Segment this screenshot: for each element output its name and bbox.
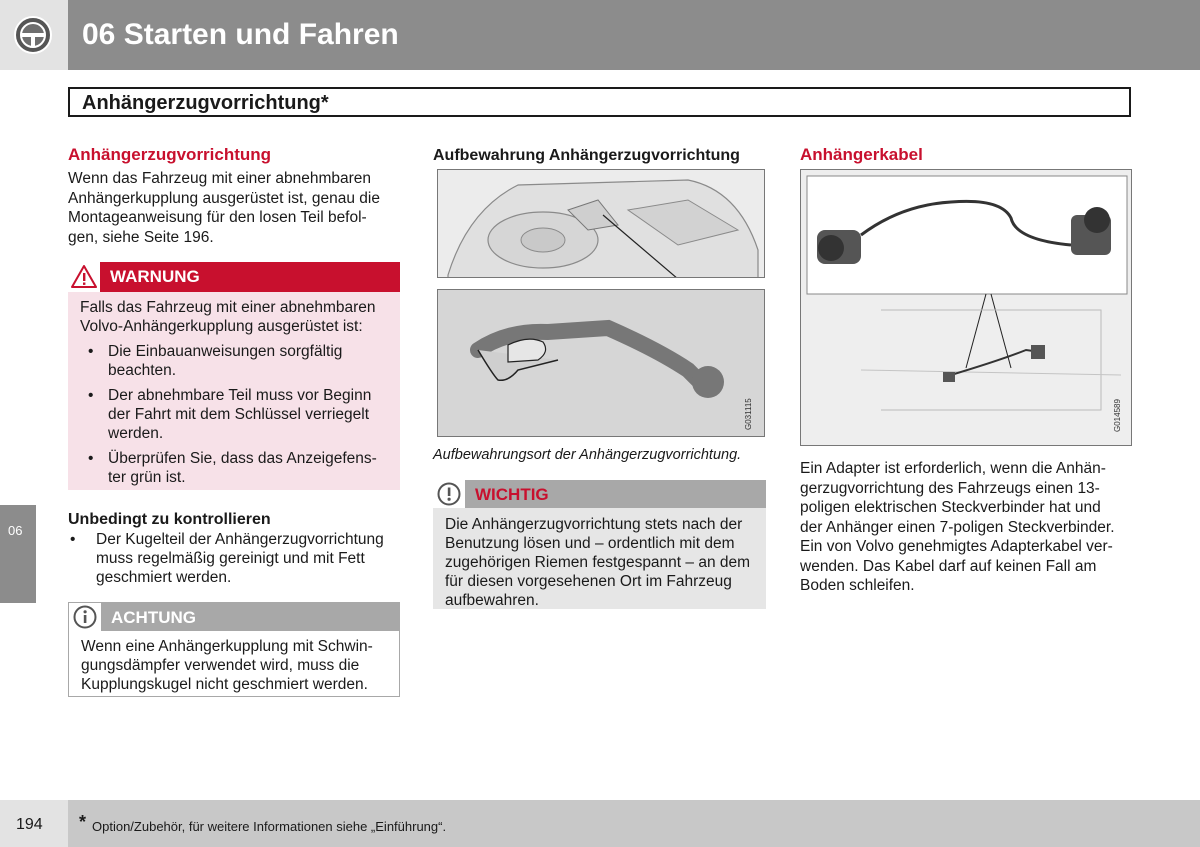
info-icon <box>73 605 97 629</box>
text-line: Ein von Volvo genehmigtes Adapterkabel ver- <box>800 538 1113 555</box>
text-line: Wenn eine Anhängerkupplung mit Schwin- <box>81 638 373 655</box>
achtung-box <box>68 602 400 697</box>
text-line: muss regelmäßig gereinigt und mit Fett <box>96 550 365 567</box>
text-line: geschmiert werden. <box>96 569 232 586</box>
text-line: Die Anhängerzugvorrichtung stets nach der <box>445 516 743 533</box>
text-line: für diesen vorgesehenen Ort im Fahrzeug <box>445 573 732 590</box>
steering-wheel-icon <box>13 15 53 55</box>
wichtig-title: WICHTIG <box>475 485 549 504</box>
col1-heading: Anhängerzugvorrichtung <box>68 145 272 164</box>
text-line: beachten. <box>108 362 177 379</box>
footnote-star: * <box>79 812 87 832</box>
achtung-header <box>69 603 399 631</box>
hitch-illustration <box>437 289 765 437</box>
text-line: Der Kugelteil der Anhängerzugvorrichtung <box>96 531 384 548</box>
trunk-drawing <box>438 170 765 278</box>
chapter-title: 06 Starten und Fahren <box>82 18 399 51</box>
achtung-icon-box <box>69 603 101 631</box>
wichtig-text <box>445 515 760 610</box>
achtung-text <box>81 637 391 694</box>
trunk-illustration <box>437 169 765 278</box>
text-line: Anhängerkupplung ausgerüstet ist, genau die <box>68 189 380 207</box>
list-item <box>80 386 398 443</box>
exclamation-icon <box>437 482 461 506</box>
text-line: poligen elektrischen Steckverbinder hat und <box>800 499 1101 516</box>
text-line: der Anhänger einen 7-poligen Steckverbinder. <box>800 518 1115 536</box>
warning-header <box>68 262 400 292</box>
text-line: gungsdämpfer verwendet wird, muss die <box>81 657 360 674</box>
warning-intro <box>80 298 392 336</box>
text-line: Boden schleifen. <box>800 577 915 594</box>
col3-heading: Anhängerkabel <box>800 145 923 164</box>
text-line: wenden. Das Kabel darf auf keinen Fall am <box>800 557 1097 575</box>
text-line: ter grün ist. <box>108 469 186 486</box>
text-line: der Fahrt mit dem Schlüssel verriegelt <box>108 406 370 423</box>
bullet-dot: • <box>88 450 94 467</box>
footer-bar <box>68 800 1200 847</box>
text-line: gen, siehe Seite 196. <box>68 228 214 246</box>
figure-caption: Aufbewahrungsort der Anhängerzugvorrichtung. <box>433 447 742 463</box>
check-bullets <box>68 530 408 593</box>
list-item <box>80 342 398 380</box>
wichtig-icon-box <box>433 480 465 508</box>
section-title: Anhängerzugvorrichtung* <box>82 92 329 114</box>
text-line: werden. <box>108 425 164 442</box>
warning-triangle-icon <box>71 264 97 290</box>
text-line: Wenn das Fahrzeug mit einer abnehmbaren <box>68 170 371 187</box>
bullet-dot: • <box>70 531 76 548</box>
text-line: Montageanweisung für den losen Teil befol- <box>68 209 367 226</box>
text-line: Ein Adapter ist erforderlich, wenn die Anhän- <box>800 460 1106 477</box>
col2-heading: Aufbewahrung Anhängerzugvorrichtung <box>433 147 740 164</box>
achtung-title: ACHTUNG <box>111 608 196 627</box>
col3-text <box>800 459 1140 596</box>
text-line: Kupplungskugel nicht geschmiert werden. <box>81 676 368 693</box>
page-number-area <box>0 800 68 847</box>
text-line: Benutzung lösen und – ordentlich mit dem <box>445 535 735 552</box>
chapter-side-tab <box>0 505 36 603</box>
chapter-header <box>68 0 1200 70</box>
figure-code: G031115 <box>744 398 753 430</box>
text-line: zugehörigen Riemen festgespannt – an dem <box>445 554 751 571</box>
warning-box <box>68 262 400 490</box>
text-line: Die Einbauanweisungen sorgfältig <box>108 343 343 360</box>
chapter-icon-area <box>0 0 68 70</box>
wichtig-box <box>433 480 766 609</box>
warning-title: WARNUNG <box>110 267 200 286</box>
text-line: Volvo-Anhängerkupplung ausgerüstet ist: <box>80 318 363 335</box>
warning-bullets <box>80 342 398 493</box>
side-tab-label: 06 <box>8 523 23 538</box>
text-line: Der abnehmbare Teil muss vor Beginn <box>108 387 372 404</box>
section-title-box <box>68 87 1131 117</box>
list-item <box>80 449 398 487</box>
cable-drawing <box>801 170 1132 446</box>
warning-icon-box <box>68 262 100 292</box>
cable-illustration <box>800 169 1132 446</box>
figure-code: G014589 <box>1113 399 1122 432</box>
bullet-dot: • <box>88 387 94 404</box>
text-line: aufbewahren. <box>445 592 539 609</box>
text-line: Überprüfen Sie, dass das Anzeigefens- <box>108 450 377 467</box>
wichtig-header <box>433 480 766 508</box>
col1-intro <box>68 169 403 247</box>
text-line: Falls das Fahrzeug mit einer abnehmbaren <box>80 299 376 316</box>
list-item <box>68 530 408 587</box>
bullet-dot: • <box>88 343 94 360</box>
footnote-text: Option/Zubehör, für weitere Informationen siehe „Einführung“. <box>92 819 447 834</box>
text-line: gerzugvorrichtung des Fahrzeugs einen 13- <box>800 479 1100 497</box>
page-number: 194 <box>16 816 43 833</box>
check-heading: Unbedingt zu kontrollieren <box>68 511 271 528</box>
hitch-drawing <box>438 290 765 437</box>
